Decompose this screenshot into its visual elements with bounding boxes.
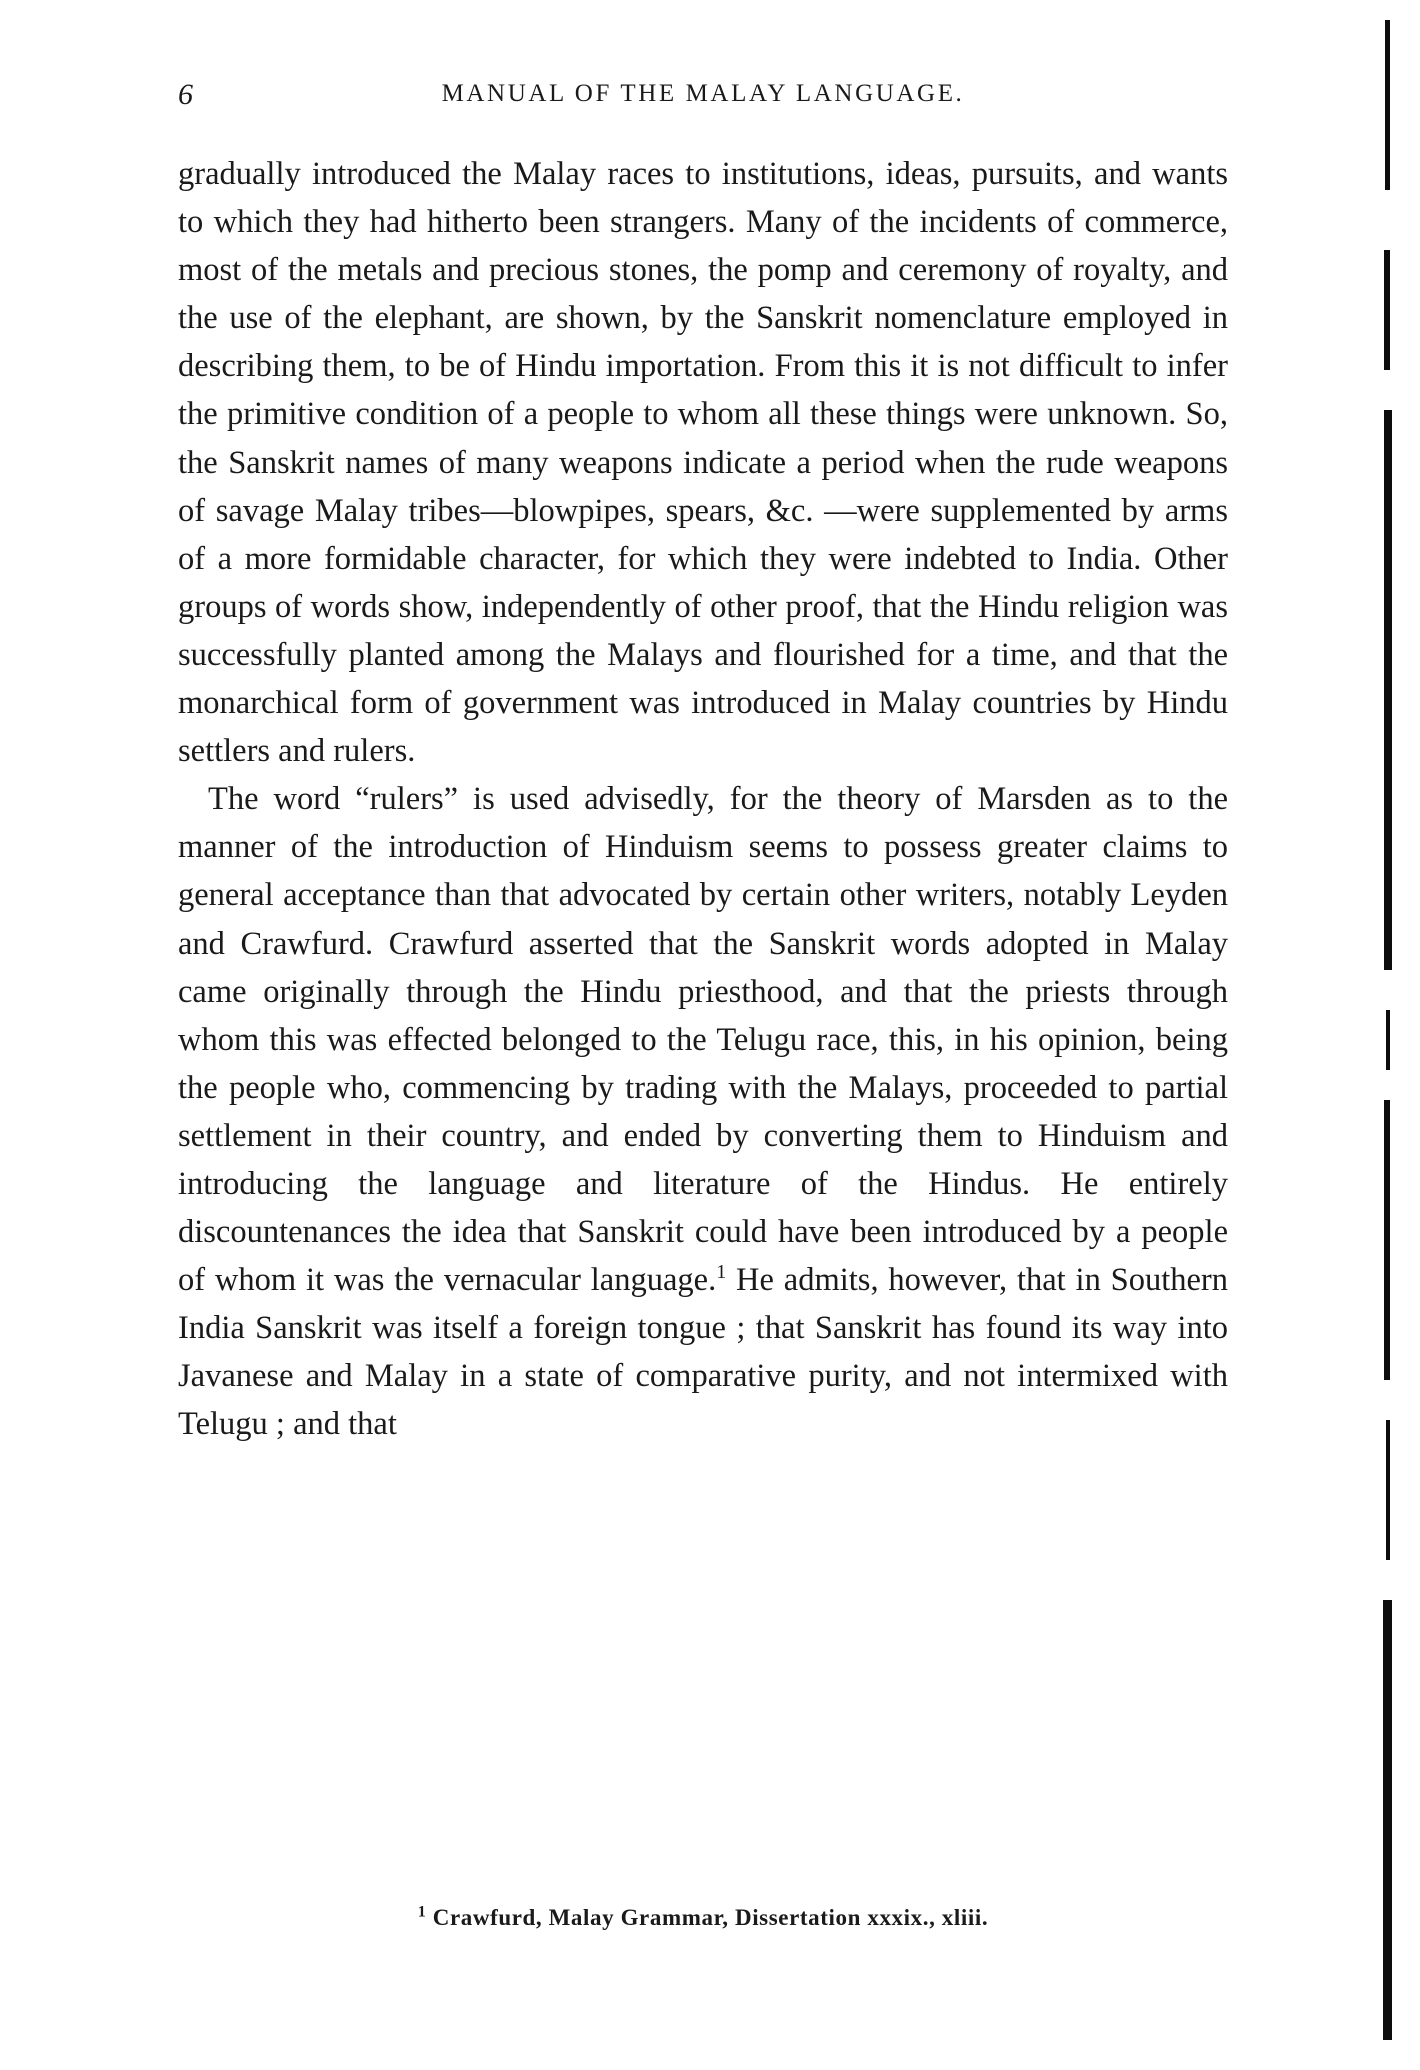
paragraph-marsden-theory: [178, 775, 1228, 1448]
running-title: MANUAL OF THE MALAY LANGUAGE.: [441, 80, 965, 107]
page-header: [178, 78, 1228, 118]
binding-shadow-segment: [1385, 20, 1390, 190]
footnote-text: Crawfurd, Malay Grammar, Dissertation xxxix., xliii.: [426, 1905, 989, 1930]
page-number: 6: [178, 78, 193, 111]
binding-shadow-segment: [1386, 1010, 1390, 1070]
binding-shadow-segment: [1384, 250, 1390, 370]
binding-shadow-segment: [1384, 1100, 1390, 1380]
paragraph-continued: gradually introduced the Malay races to institutions, ideas, pursuits, and wants to which they had hitherto been strangers. Many of the incidents of commerce, most of the metals and precious stones, the pomp and ceremony of royalty, and the use of the elephant, are shown, by the Sanskrit nomenclature employed in describing them, to be of Hindu importation. From this it is not difficult to infer the primitive condition of a people to whom all these things were unknown. So, the Sanskrit names of many weapons indicate a period when the rude weapons of savage Malay tribes—blowpipes, spears, &c. —were supplemented by arms of a more formidable character, for which they were indebted to India. Other groups of words show, independently of other proof, that the Hindu religion was successfully planted among the Malays and flourished for a time, and that the monarchical form of government was introduced in Malay countries by Hindu settlers and rulers.: [178, 156, 1228, 770]
paragraph-text-before-note: The word “rulers” is used advisedly, for the theory of Marsden as to the manner of the introduction of Hinduism seems to possess greater claims to general acceptance than that advocated by certain other writers, notably Leyden and Crawfurd. Crawfurd asserted that the Sanskrit words adopted in Malay came originally through the Hindu priesthood, and that the priests through whom this was effected belonged to the Telugu race, this, in his opinion, being the people who, commencing by trading with the Malays, proceeded to partial settlement in their country, and ended by converting them to Hinduism and introducing the language and literature of the Hindus. He entirely discountenances the idea that Sanskrit could have been introduced by a people of whom it was the vernacular language.: [178, 781, 1228, 1299]
footnote: [178, 1905, 1228, 1931]
binding-shadow-segment: [1386, 1420, 1390, 1560]
binding-shadow-segment: [1384, 410, 1392, 970]
footnote-reference: 1: [716, 1261, 727, 1284]
paragraph-text-after-note: He admits, however, that in Southern India Sanskrit was itself a foreign tongue ; that Sanskrit has found its way into Javanese and Malay in a state of comparative purity, and not intermixed with Telugu ; and that: [178, 1262, 1229, 1443]
page-binding-edge: [1380, 20, 1394, 2060]
binding-shadow-segment: [1383, 1600, 1392, 2040]
footnote-marker: 1: [417, 1903, 427, 1921]
body-text: [178, 150, 1228, 1449]
